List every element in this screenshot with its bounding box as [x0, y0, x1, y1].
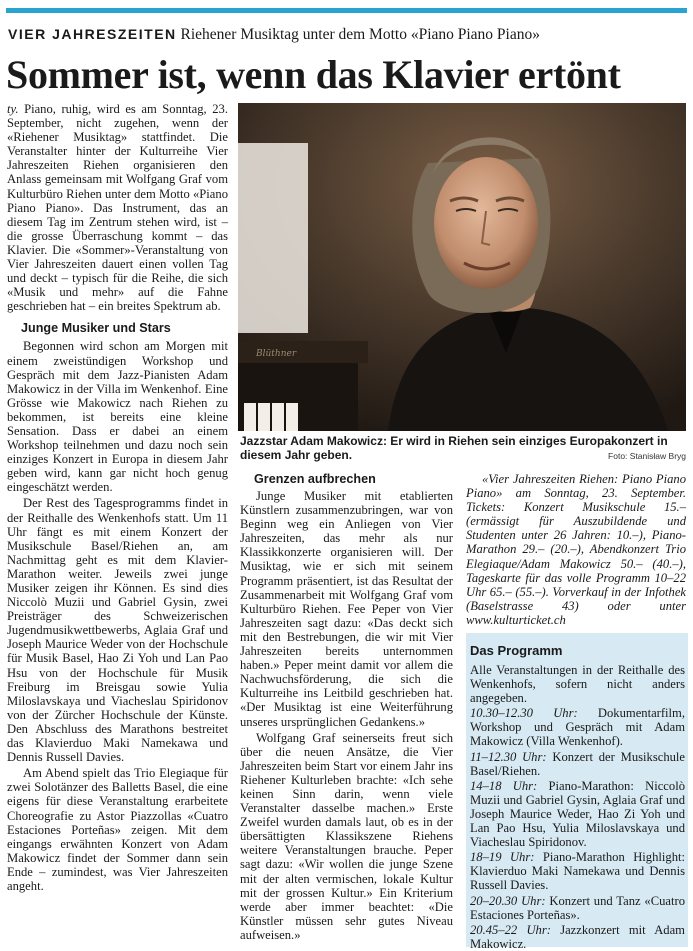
- ticket-info: «Vier Jahreszeiten Riehen: Piano Piano Piano» am Sonntag, 23. September. Tickets: Konzert Musikschule 15.– (ermässigt für Auszubildende und Studenten unter 26 Jahren: 10.–), Piano-Marathon 29.– (20.–), Abendkonzert Trio Elegiaque/Adam Makowicz 50.– (40.–), Tageskarte für das volle Programm 10–22 Uhr 65.– (55.–). Vorverkauf in der Infothek (Baselstrasse 43) oder unter www.kulturticket.ch: [466, 472, 686, 627]
- programm-item: 20.45–22 Uhr: Jazzkonzert mit Adam Makowicz.: [470, 922, 685, 951]
- programm-title: Das Programm: [470, 643, 563, 658]
- subheading-grenzen: Grenzen aufbrechen: [254, 472, 376, 486]
- programm-item: 11–12.30 Uhr: Konzert der Musikschule Basel/Riehen.: [470, 749, 686, 778]
- lead-paragraph: ty. Piano, ruhig, wird es am Sonntag, 23. September, nicht zugehen, wenn der «Riehener Musiktag» stattfindet. Die Veranstalter hinter der Kulturreihe Vier Jahreszeiten Riehen organisieren den Anlass gemeinsam mit Wolfgang Graf vom Kulturbüro Riehen unter dem Motto «Piano Piano Piano». Das Instrument, das an diesem Tag im Zentrum stehen wird, ist – die grosse Überraschung kommt – das Klavier. Die «Sommer»-Veranstaltung von Vier Jahreszeiten dauert einen vollen Tag und deckt – typisch für die Reihe, die sich «Musik und mehr» auf die Fahne geschrieben hat – ein breites Spektrum ab.: [7, 102, 228, 314]
- portrait-photo: [238, 103, 686, 431]
- paragraph: Junge Musiker mit etablierten Künstlern zusammenzubringen, war von Beginn weg ein Anliegen von Vier Jahreszeiten, das mehr als nur Klassikkonzerte organisieren will. Der Musiktag, wie er sich mit seinem Programm präsentiert, ist das Resultat der Zusammenarbeit mit Wolfgang Graf vom Kulturbüro Riehen. Fee Peper von Vier Jahreszeiten sagt dazu: «Das deckt sich mit den Bestrebungen, die wir mit Vier Jahreszeiten bereits unternommen haben.» Peper meint damit vor allem die Nachwuchsförderung, die sich die Kulturreihe ins Leitbild geschrieben hat. «Der Musiktag ist eine Weiterführung unseres ursprünglichen Gedankens.»: [240, 489, 453, 729]
- kicker: [8, 25, 688, 44]
- section-name: VIER JAHRESZEITEN: [8, 26, 177, 42]
- paragraph: Am Abend spielt das Trio Elegiaque für zwei Solotänzer des Balletts Basel, die eine eigens für diese Veranstaltung erarbeitete Choreografie zu Astor Piazzollas «Cuatro Estaciones Porteñas» zeigen. Mit dem eingangs erwähnten Konzert von Adam Makowicz findet der Sommer dann sein Ende – zumindest, was Vier Jahreszeiten angeht.: [7, 766, 228, 893]
- headline: Sommer ist, wenn das Klavier ertönt: [6, 52, 621, 97]
- programm-intro: Alle Veranstaltungen in der Reithalle des Wenkenhofs, sofern nicht anders angegeben.: [470, 663, 685, 706]
- kicker-text: Riehener Musiktag unter dem Motto «Piano Piano Piano»: [180, 26, 540, 43]
- article-column-3: [466, 472, 686, 629]
- paragraph: Der Rest des Tagesprogramms findet in der Reithalle des Wenkenhofs statt. Um 11 Uhr fängt es mit einem Konzert der Musikschule Basel/Riehen an, am Nachmittag geht es mit dem Klavier-Marathon weiter. Jeweils zwei junge Musiker zeigen ihr Können. Es sind dies Niccolò Muzii und Gabriel Gysin, zwei Preisträger des Schweizerischen Jugendmusikwettbewerbs, Aglaia Graf und Joseph Maurice Weder von der Hochschule für Musik Basel, Hao Zi Yoh und Lan Pao Hsu von der Hochschule für Musik Freiburg im Breisgau sowie Yulia Miloslavskaya und Viacheslau Spiridonov von der Zürcher Hochschule der Künste. Den Abschluss des Marathons bestreitet das Klavierduo Maki Namekawa und Dennis Russell Davies.: [7, 496, 228, 765]
- piano-brand-text: Blüthner: [256, 349, 297, 359]
- article-column-1: [7, 102, 228, 895]
- programm-item: 20–20.30 Uhr: Konzert und Tanz «Cuatro Estaciones Porteñas».: [470, 893, 685, 922]
- photo-credit: Foto: Stanisław Bryg: [608, 451, 686, 461]
- subheading-junge-musiker: Junge Musiker und Stars: [21, 321, 171, 336]
- paragraph: Wolfgang Graf seinerseits freut sich über die neuen Ansätze, die Vier Jahreszeiten beim Start vor einem Jahr ins Riehener Kulturleben brachte: «Ich sehe keinen Sinn darin, wenn viele Veranstalter dasselbe machen.» Erste Zweifel wurden damals laut, ob es in der übersättigten Klassikszene Riehens weitere Veranstaltungen brauche. Peper sagt dazu: «Wir wollen die junge Szene mit der alten vermischen, lokale Kultur mit der grossen Kultur.» Ein Kriterium werde aber immer beachtet: «Die Künstler müssen sehr gutes Niveau aufweisen.»: [240, 730, 453, 942]
- photo-caption: Jazzstar Adam Makowicz: Er wird in Riehen sein einziges Europakonzert in diesem Jahr geben.: [240, 434, 668, 462]
- author-initials: ty.: [7, 102, 19, 116]
- programm-box: [466, 633, 688, 951]
- article-column-2: [240, 472, 453, 944]
- programm-item: 10.30–12.30 Uhr: Dokumentarfilm, Workshop und Gespräch mit Adam Makowicz (Villa Wenkenhof).: [470, 706, 685, 749]
- programm-item: 18–19 Uhr: Piano-Marathon Highlight: Klavierduo Maki Namekawa und Dennis Russell Davies.: [470, 850, 685, 893]
- programm-item: 14–18 Uhr: Piano-Marathon: Niccolò Muzii und Gabriel Gysin, Aglaia Graf und Joseph Maurice Weder, Hao Zi Yoh und Lan Pao Hsu, Yulia Miloslavskaya und Viacheslau Spiridonov.: [470, 778, 685, 850]
- section-color-bar: [6, 8, 687, 13]
- paragraph: Begonnen wird schon am Morgen mit einem zweistündigen Workshop und Gespräch mit dem Jazz-Pianisten Adam Makowicz in der Villa im Wenkenhof. Eine Grösse wie Makowicz nach Riehen zu bekommen, ist bereits eine kleine Sensation. Dass er dabei an einem Workshop teilnehmen und dazu noch sein einziges Konzert in Europa in diesem Jahr geben wird, kann gar nicht hoch genug eingeschätzt werden.: [7, 339, 228, 495]
